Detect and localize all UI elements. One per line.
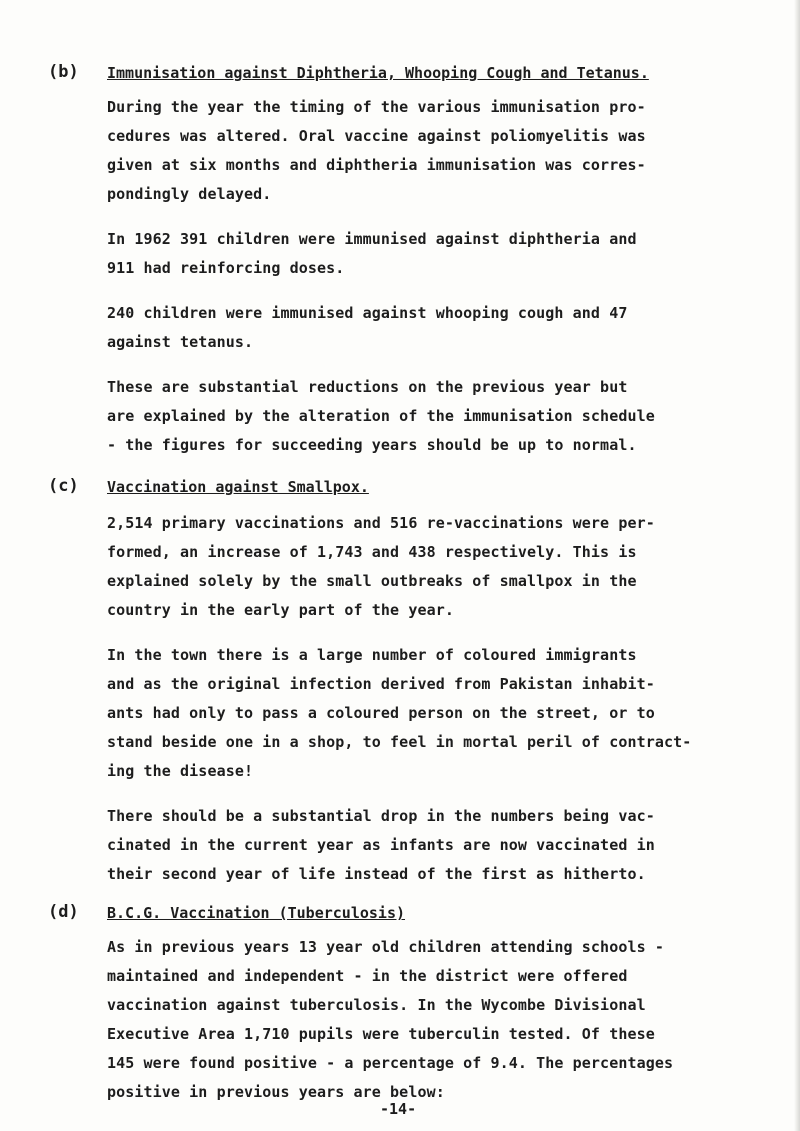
section-b-heading: Immunisation against Diphtheria, Whooping Cough and Tetanus. <box>107 64 649 82</box>
section-d-paragraph-1: As in previous years 13 year old children attending schools - maintained and independent - in the district were offered vaccination against tuberculosis. In the Wycombe Divisional Executive Area 1,710 pupils were tuberculin tested. Of these 145 were found positive - a percentage of 9.4. The percentages positive in previous years are below: <box>107 938 674 1101</box>
section-b-paragraph-2: In 1962 391 children were immunised against diphtheria and 911 had reinforcing doses. <box>107 230 637 277</box>
page-number: -14- <box>380 1100 417 1118</box>
section-b-letter: (b) <box>48 62 79 82</box>
section-c-heading: Vaccination against Smallpox. <box>107 478 369 496</box>
section-c-letter: (c) <box>48 476 79 496</box>
section-c-paragraph-1: 2,514 primary vaccinations and 516 re-vaccinations were per- formed, an increase of 1,743 and 438 respectively. This is explained solely by the small outbreaks of smallpox in the country in the early part of the year. <box>107 514 655 619</box>
section-b-paragraph-1: During the year the timing of the various immunisation pro- cedures was altered. Oral vaccine against poliomyelitis was given at six months and diphtheria immunisation was corres- pondingly delayed. <box>107 98 646 203</box>
section-b-paragraph-4: These are substantial reductions on the previous year but are explained by the alteration of the immunisation schedule - the figures for succeeding years should be up to normal. <box>107 378 655 454</box>
section-c-paragraph-2: In the town there is a large number of coloured immigrants and as the original infection derived from Pakistan inhabit- ants had only to pass a coloured person on the street, or to stand beside one in a shop, to feel in mortal peril of contract- ing the disease! <box>107 646 692 780</box>
section-d-letter: (d) <box>48 902 79 922</box>
section-b-paragraph-3: 240 children were immunised against whooping cough and 47 against tetanus. <box>107 304 628 351</box>
section-c-paragraph-3: There should be a substantial drop in the numbers being vac- cinated in the current year as infants are now vaccinated in their second year of life instead of the first as hitherto. <box>107 807 655 883</box>
section-d-heading: B.C.G. Vaccination (Tuberculosis) <box>107 904 406 922</box>
